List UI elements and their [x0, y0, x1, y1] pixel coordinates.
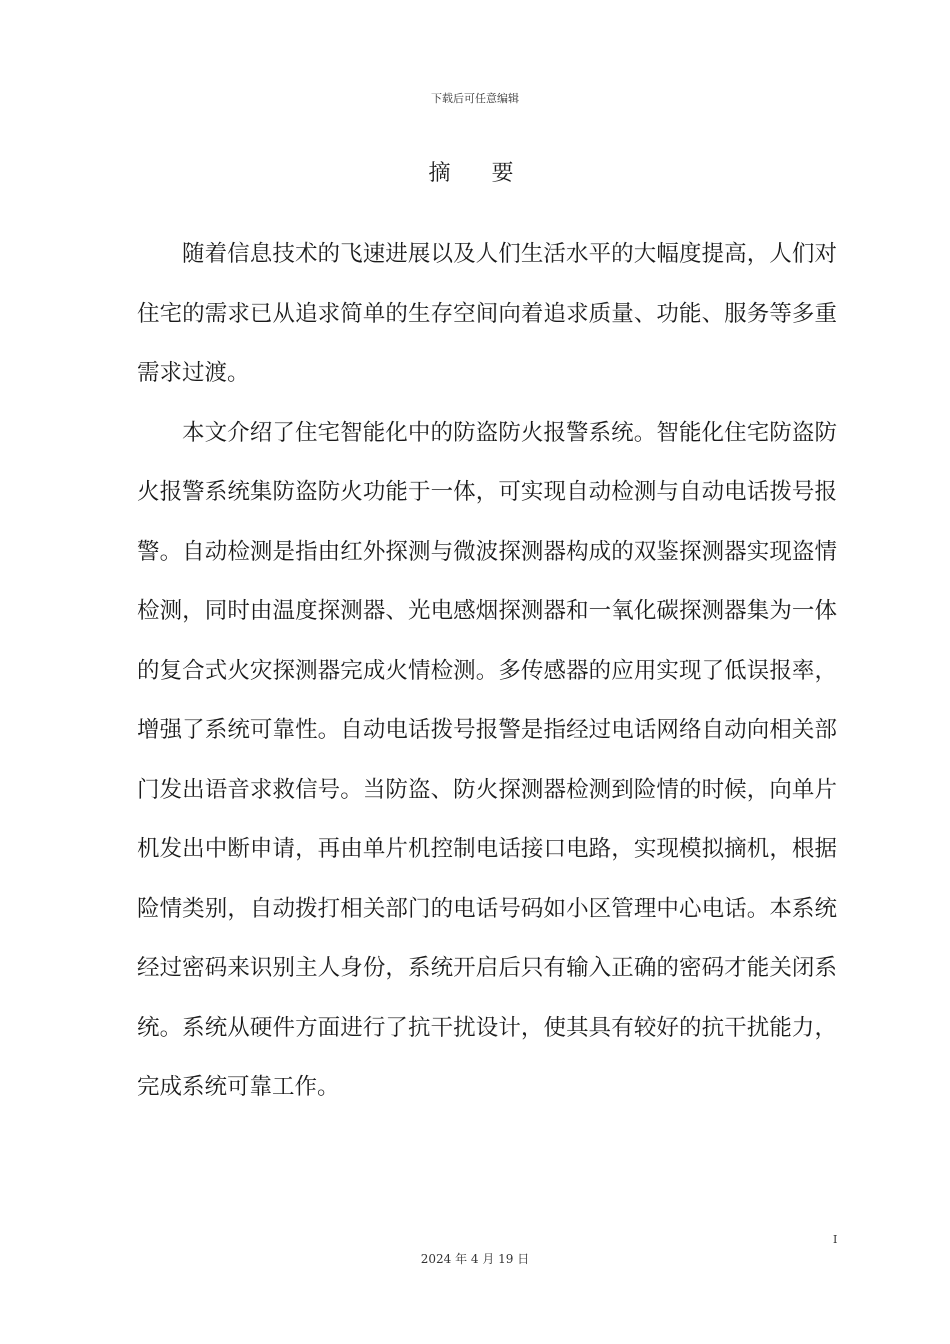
- page-title: 摘 要: [428, 161, 522, 186]
- header-note: 下载后可任意编辑: [431, 92, 519, 105]
- footer-date: 2024 年 4 月 19 日: [420, 1252, 530, 1266]
- abstract-paragraph-1: 随着信息技术的飞速进展以及人们生活水平的大幅度提高，人们对住宅的需求已从追求简单的生存空间向着追求质量、功能、服务等多重需求过渡。: [137, 241, 837, 386]
- abstract-paragraph-2: 本文介绍了住宅智能化中的防盗防火报警系统。智能化住宅防盗防火报警系统集防盗防火功能于一体，可实现自动检测与自动电话拨号报警。自动检测是指由红外探测与微波探测器构成的双鉴探测器实现盗情检测，同时由温度探测器、光电感烟探测器和一氧化碳探测器集为一体的复合式火灾探测器完成火情检测。多传感器的应用实现了低误报率，增强了系统可靠性。自动电话拨号报警是指经过电话网络自动向相关部门发出语音求救信号。当防盗、防火探测器检测到险情的时候，向单片机发出中断申请，再由单片机控制电话接口电路，实现模拟摘机，根据险情类别，自动拨打相关部门的电话号码如小区管理中心电话。本系统经过密码来识别主人身份，系统开启后只有输入正确的密码才能关闭系统。系统从硬件方面进行了抗干扰设计，使其具有较好的抗干扰能力，完成系统可靠工作。: [137, 419, 837, 1100]
- page-number: I: [833, 1233, 838, 1246]
- abstract-body: [137, 225, 837, 1118]
